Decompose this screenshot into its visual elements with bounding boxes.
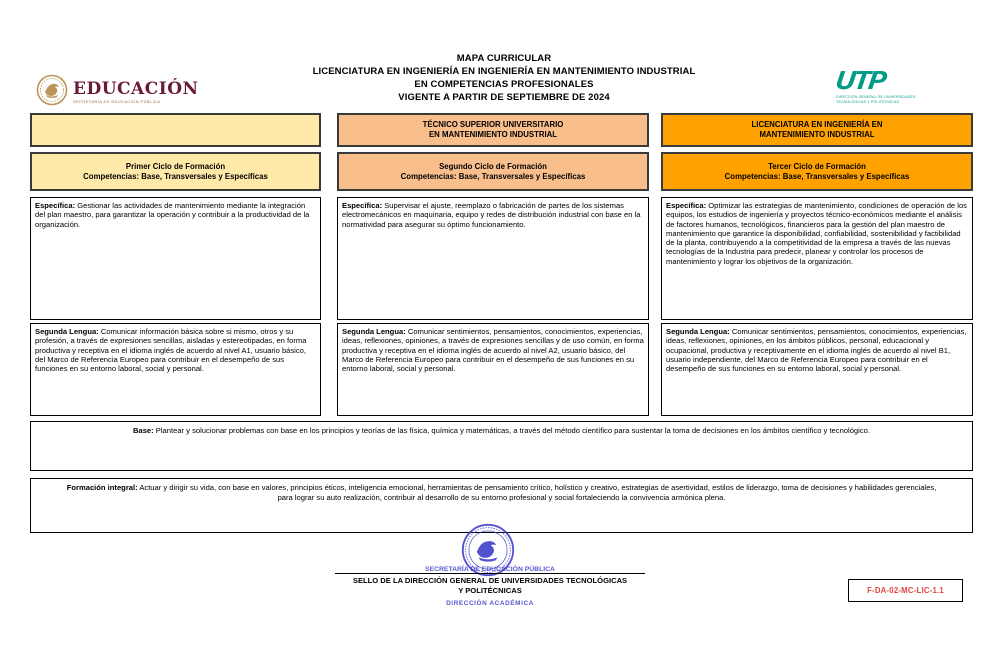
- base-competency-box: [30, 421, 973, 471]
- cycle-header-3: [661, 152, 973, 191]
- seal-caption: [240, 576, 740, 595]
- especifica-box-3: [661, 197, 973, 320]
- stamp-text-secretaria: SECRETARÍA DE EDUCACIÓN PÚBLICA: [425, 566, 555, 573]
- especifica-text: Supervisar el ajuste, reemplazo o fabricación de partes de los sistemas electromecánicos en maquinaria, equipo y redes de distribución industrial con base en la normatividad para asegurar su óptimo funcionamiento.: [342, 201, 641, 229]
- segunda-lengua-label: Segunda Lengua:: [35, 327, 99, 336]
- title-line-3: EN COMPETENCIAS PROFESIONALES: [414, 79, 594, 90]
- base-text: Plantear y solucionar problemas con base en los principios y teorías de las física, química y matemáticas, a través del método científico para sustentar la toma de decisiones en los ámbitos científico y tecnológico.: [153, 426, 870, 435]
- cycle-title: Segundo Ciclo de Formación: [439, 161, 547, 171]
- program-header-line: MANTENIMIENTO INDUSTRIAL: [759, 130, 875, 139]
- title-line-1: MAPA CURRICULAR: [456, 53, 552, 64]
- educacion-subtitle: SECRETARÍA DE EDUCACIÓN PÚBLICA: [73, 99, 161, 104]
- segunda-lengua-text: Comunicar información básica sobre si mismo, otros y su profesión, a través de expresiones sencillas, aisladas y estereotipadas, en forma productiva y receptiva en el idioma inglés de acuerdo al nivel A1, usuario básico, del Marco de Referencia Europeo para contribuir en el desempeño de sus funciones en su entorno laboral, social y personal.: [35, 327, 307, 374]
- especifica-text: Gestionar las actividades de mantenimiento mediante la integración del plan maestro, para garantizar la operación y contribuir a la productividad de la organización.: [35, 201, 310, 229]
- program-header-tsu: [337, 113, 649, 147]
- cycle-competencies: Competencias: Base, Transversales y Específicas: [724, 171, 910, 181]
- utp-subtitle-line-1: DIRECCIÓN GENERAL DE UNIVERSIDADES: [836, 95, 916, 99]
- segunda-lengua-box-1: [30, 323, 321, 416]
- educacion-wordmark: EDUCACIÓN: [73, 79, 199, 99]
- seal-caption-line-2: Y POLITÉCNICAS: [458, 585, 522, 595]
- especifica-label: Específica:: [666, 201, 707, 210]
- seal-caption-line-1: SELLO DE LA DIRECCIÓN GENERAL DE UNIVERSIDADES TECNOLÓGICAS: [352, 576, 628, 585]
- program-header-cycle-1: [30, 113, 321, 147]
- program-header-line: LICENCIATURA EN INGENIERÍA EN: [751, 120, 883, 129]
- educacion-logo: [36, 74, 199, 111]
- especifica-label: Específica:: [35, 201, 76, 210]
- signature-line: [335, 573, 645, 574]
- especifica-box-1: [30, 197, 321, 320]
- cycle-competencies: Competencias: Base, Transversales y Específicas: [83, 171, 268, 181]
- cycle-title: Primer Ciclo de Formación: [125, 161, 226, 171]
- segunda-lengua-label: Segunda Lengua:: [666, 327, 730, 336]
- especifica-box-2: [337, 197, 649, 320]
- stamp-text-direccion-academica: DIRECCIÓN ACADÉMICA: [446, 600, 534, 607]
- formacion-text: Actuar y dirigir su vida, con base en valores, principios éticos, inteligencia emocional, herramientas de pensamiento crítico, holístico y creativo, estrategias de asertividad, estilos de liderazgo, toma de decisiones y habilidades gerenciales, para lograr su auto realización, contribuir al desarrollo de su entorno profesional y social fortaleciendo la convivencia armónica plena.: [137, 483, 937, 502]
- utp-wordmark: UTP: [833, 65, 888, 95]
- cycle-title: Tercer Ciclo de Formación: [768, 161, 866, 171]
- segunda-lengua-text: Comunicar sentimientos, pensamientos, conocimientos, experiencias, ideas, reflexiones, opiniones, a través de expresiones sencillas y de uso común, en forma productiva y receptiva en el idioma inglés de acuerdo al nivel A2, usuario básico, del Marco de Referencia Europeo para contribuir en el desempeño de sus funciones en su entorno laboral, social y personal.: [342, 327, 644, 374]
- segunda-lengua-label: Segunda Lengua:: [342, 327, 406, 336]
- program-header-line: EN MANTENIMIENTO INDUSTRIAL: [428, 130, 558, 139]
- cycle-competencies: Competencias: Base, Transversales y Específicas: [400, 171, 586, 181]
- especifica-text: Optimizar las estrategias de mantenimiento, condiciones de operación de los equipos, los estudios de ingeniería y proyectos técnico-económicos mediante el análisis de factores humanos, tecnológicos, financieros para la gestión del plan maestro de mantenimiento que garantice la disponibilidad, confiabilidad, sostenibilidad y factibilidad de la planta, contribuyendo a la competitividad de la empresa a través de las nuevas tecnologías de la Industria para predecir, planear y controlar los procesos de mantenimiento y lograr los objetivos de la organización.: [666, 201, 967, 266]
- formacion-label: Formación integral:: [66, 483, 138, 492]
- title-line-2: LICENCIATURA EN INGENIERÍA EN INGENIERÍA EN MANTENIMIENTO INDUSTRIAL: [312, 66, 696, 77]
- title-line-4: VIGENTE A PARTIR DE SEPTIEMBRE DE 2024: [398, 92, 610, 103]
- segunda-lengua-box-3: [661, 323, 973, 416]
- eagle-emblem-icon: [36, 74, 68, 111]
- document-code-box: [848, 579, 963, 602]
- utp-logo: [833, 65, 926, 105]
- cycle-header-1: [30, 152, 321, 191]
- especifica-label: Específica:: [342, 201, 383, 210]
- utp-subtitle-line-2: TECNOLÓGICAS Y POLITÉCNICAS: [836, 100, 900, 105]
- segunda-lengua-text: Comunicar sentimientos, pensamientos, conocimientos, experiencias, ideas, reflexiones, opiniones, en los ámbitos públicos, personal, educacional y ocupacional, productiva y receptivamente en el idioma inglés de acuerdo al nivel B1, usuario independiente, del Marco de Referencia Europeo para contribuir en el desempeño de sus funciones en su entorno laboral, social y personal.: [666, 327, 967, 374]
- base-label: Base:: [133, 426, 154, 435]
- program-header-line: TÉCNICO SUPERIOR UNIVERSITARIO: [422, 120, 564, 129]
- document-code: F-DA-02-MC-LIC-1.1: [867, 586, 944, 595]
- cycle-header-2: [337, 152, 649, 191]
- program-header-licenciatura: [661, 113, 973, 147]
- segunda-lengua-box-2: [337, 323, 649, 416]
